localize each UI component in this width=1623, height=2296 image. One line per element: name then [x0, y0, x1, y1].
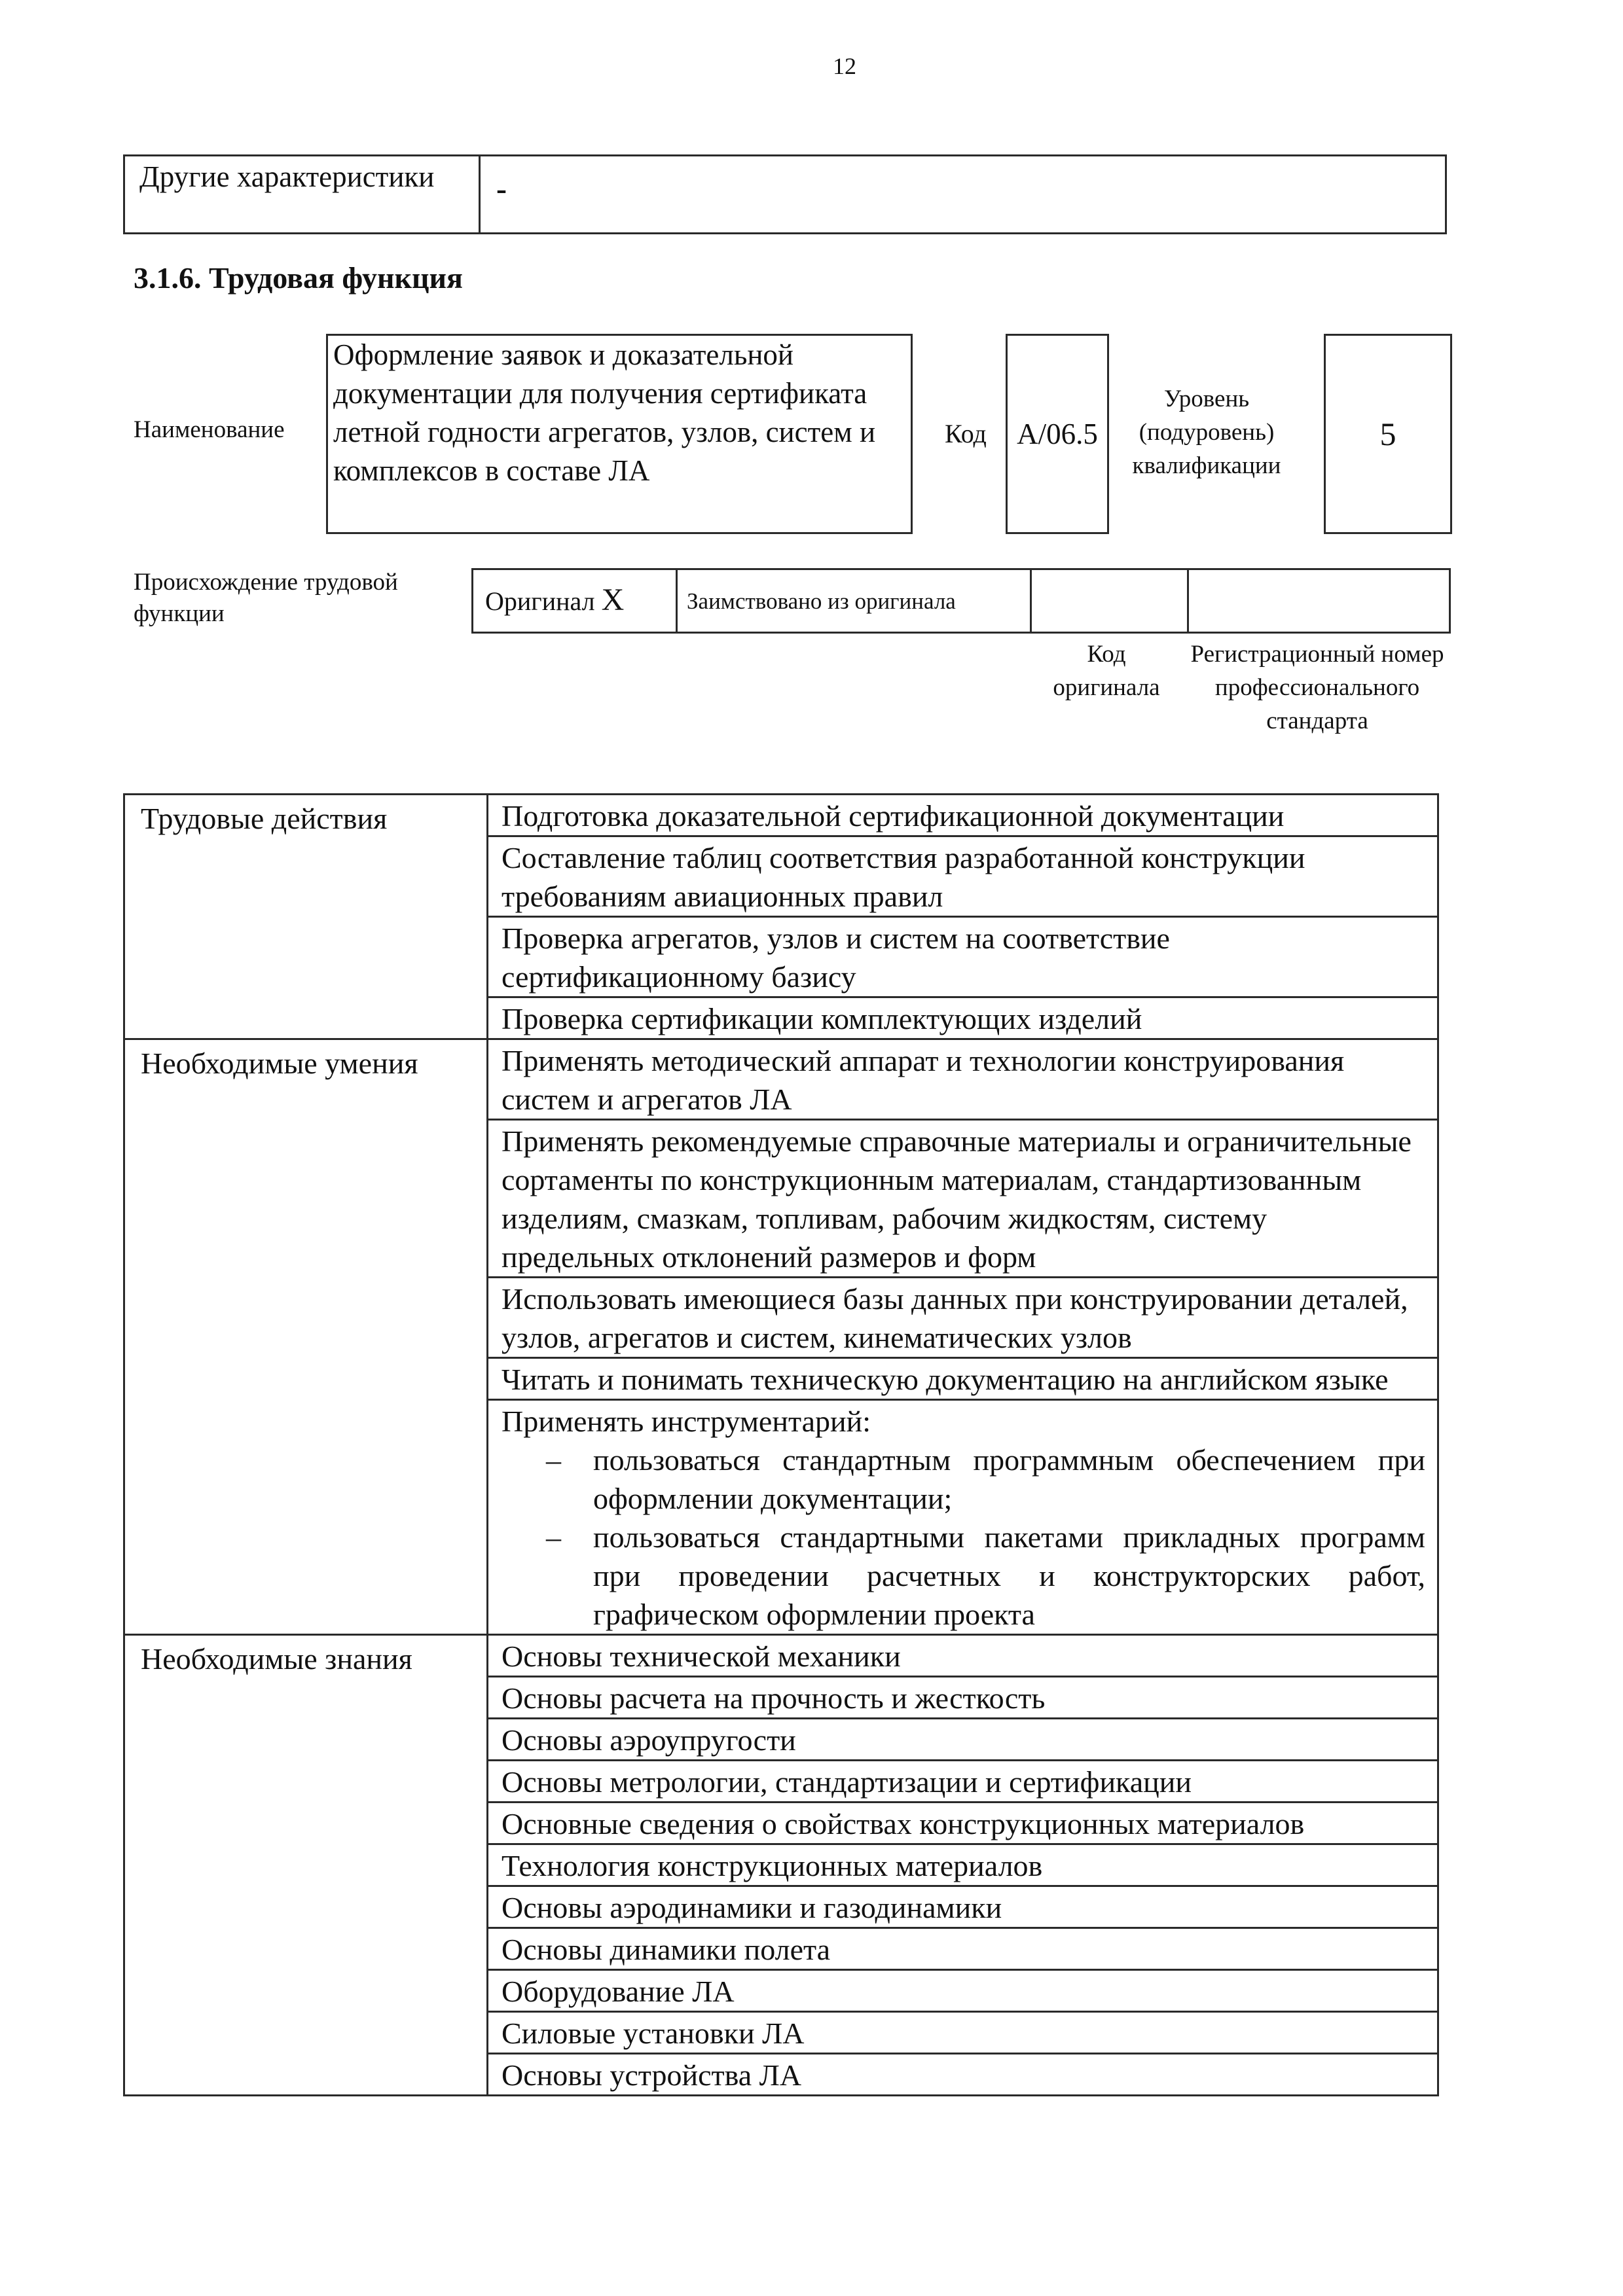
labor-action-item: Составление таблиц соответствия разработанной конструкции требованиям авиационных правил: [488, 836, 1438, 917]
knowledge-item: Основы технической механики: [488, 1635, 1438, 1677]
function-details-table: [123, 793, 1439, 2096]
knowledge-item: Технология конструкционных материалов: [488, 1844, 1438, 1886]
labor-action-item: Подготовка доказательной сертификационной документации: [488, 795, 1438, 836]
skill-tool-text: пользоваться стандартными пакетами прикладных программ при проведении расчетных и конструкторских работ, графическом оформлении проекта: [593, 1520, 1425, 1631]
other-characteristics-row: [123, 154, 1447, 234]
divider: [676, 568, 678, 634]
knowledge-label: Необходимые знания: [124, 1635, 488, 2096]
dash-bullet: –: [546, 1443, 561, 1477]
table-row: [124, 795, 1438, 836]
labor-action-item: Проверка сертификации комплектующих изделий: [488, 997, 1438, 1039]
other-characteristics-label: Другие характеристики: [139, 160, 435, 193]
origin-original-label: Оригинал: [485, 586, 595, 616]
section-heading: 3.1.6. Трудовая функция: [134, 261, 463, 295]
knowledge-item: Оборудование ЛА: [488, 1970, 1438, 2012]
skill-item: Использовать имеющиеся базы данных при конструировании деталей, узлов, агрегатов и систем, кинематических узлов: [488, 1278, 1438, 1358]
knowledge-item: Основные сведения о свойствах конструкционных материалов: [488, 1803, 1438, 1844]
level-label: Уровень (подуровень) квалификации: [1132, 386, 1281, 479]
skill-tools-intro: Применять инструментарий:: [501, 1405, 871, 1438]
code-label: Код: [945, 419, 987, 448]
table-row: [124, 1635, 1438, 1677]
origin-table: [471, 568, 1451, 634]
origin-regnum-caption: Регистрационный номер профессионального стандарта: [1190, 641, 1444, 734]
function-code: A/06.5: [1006, 334, 1109, 534]
origin-original: [485, 582, 624, 618]
origin-label: Происхождение трудовой функции: [134, 569, 398, 627]
skill-tool-item: [501, 1441, 1425, 1518]
origin-code-caption: Код оригинала: [1053, 641, 1160, 701]
origin-borrowed: Заимствовано из оригинала: [687, 588, 956, 614]
knowledge-item: Основы динамики полета: [488, 1928, 1438, 1970]
skill-item: Читать и понимать техническую документацию на английском языке: [488, 1358, 1438, 1400]
knowledge-item: Основы аэроупругости: [488, 1719, 1438, 1761]
skill-item: Применять рекомендуемые справочные материалы и ограничительные сортаменты по конструкционным материалам, стандартизованным изделиям, смазкам, топливам, рабочим жидкостям, систему предельных отклонений размеров и форм: [488, 1120, 1438, 1278]
function-name: Оформление заявок и доказательной документации для получения сертификата летной годности агрегатов, узлов, систем и комплексов в составе ЛА: [326, 334, 913, 534]
skill-tool-item: [501, 1518, 1425, 1634]
divider: [479, 154, 481, 234]
table-row: [124, 1039, 1438, 1120]
page-number: 12: [833, 53, 856, 79]
other-characteristics-value: -: [496, 171, 507, 206]
knowledge-item: Основы расчета на прочность и жесткость: [488, 1677, 1438, 1719]
divider: [1030, 568, 1032, 634]
skill-item: Применять методический аппарат и технологии конструирования систем и агрегатов ЛА: [488, 1039, 1438, 1120]
labor-action-item: Проверка агрегатов, узлов и систем на соответствие сертификационному базису: [488, 917, 1438, 997]
skill-tool-text: пользоваться стандартным программным обеспечением при оформлении документации;: [593, 1443, 1425, 1515]
dash-bullet: –: [546, 1520, 561, 1554]
knowledge-item: Основы аэродинамики и газодинамики: [488, 1886, 1438, 1928]
labor-actions-label: Трудовые действия: [124, 795, 488, 1039]
origin-mark: X: [601, 583, 625, 617]
skills-label: Необходимые умения: [124, 1039, 488, 1635]
divider: [1187, 568, 1189, 634]
knowledge-item: Силовые установки ЛА: [488, 2012, 1438, 2054]
qualification-level: 5: [1324, 334, 1452, 534]
knowledge-item: Основы устройства ЛА: [488, 2054, 1438, 2096]
knowledge-item: Основы метрологии, стандартизации и сертификации: [488, 1761, 1438, 1803]
skill-tools-cell: [488, 1400, 1438, 1635]
name-label: Наименование: [134, 416, 285, 443]
